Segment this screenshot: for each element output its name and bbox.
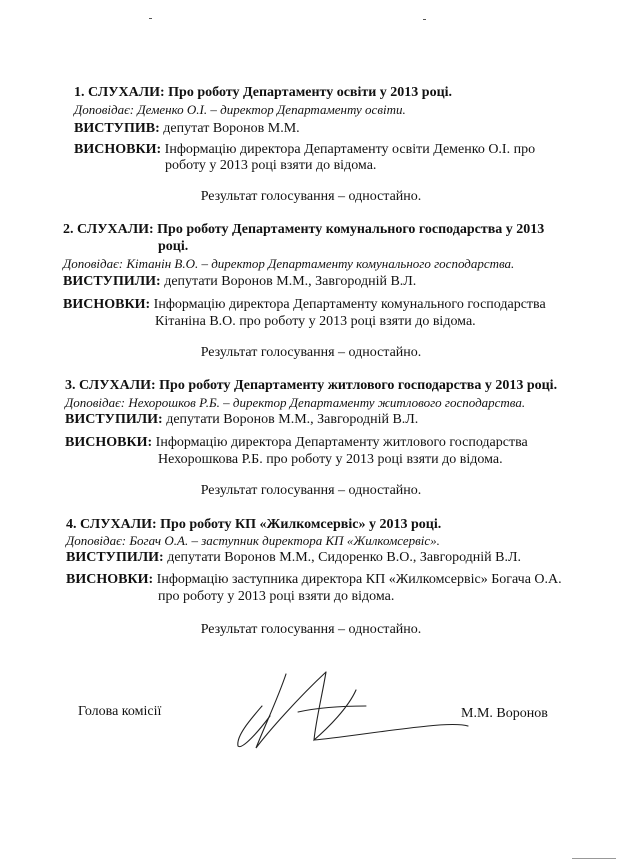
spoke-text: депутат Воронов М.М.: [159, 121, 300, 136]
item-3-conclusions: [65, 435, 528, 451]
heard-label: 2. СЛУХАЛИ:: [63, 222, 154, 237]
conclusions-label: ВИСНОВКИ:: [63, 297, 151, 312]
spoke-text: депутати Воронов М.М., Сидоренко В.О., Завгородній В.Л.: [163, 550, 521, 565]
item-2-heard: [63, 222, 544, 238]
spoke-label: ВИСТУПИЛИ:: [66, 550, 164, 565]
item-4-vote: Результат голосування – одностайно.: [200, 622, 422, 637]
item-4-conclusions-cont: про роботу у 2013 році взяти до відома.: [158, 589, 395, 604]
heard-topic: Про роботу Департаменту житлового господарства у 2013 році.: [155, 378, 558, 393]
spoke-label: ВИСТУПИВ:: [74, 121, 160, 136]
item-2-conclusions: [63, 297, 546, 313]
item-3-spoke: [65, 412, 418, 428]
conclusions-label: ВИСНОВКИ:: [65, 435, 153, 450]
item-3-vote: Результат голосування – одностайно.: [200, 483, 422, 498]
scan-speck: [149, 18, 152, 19]
item-1-vote: Результат голосування – одностайно.: [200, 189, 422, 204]
item-4-speaker: Доповідає: Богач О.А. – заступник директора КП «Жилкомсервіс».: [66, 533, 440, 548]
spoke-text: депутати Воронов М.М., Завгородній В.Л.: [160, 274, 417, 289]
heard-label: 1. СЛУХАЛИ:: [74, 85, 165, 100]
chair-name: М.М. Воронов: [461, 706, 548, 721]
spoke-label: ВИСТУПИЛИ:: [63, 274, 161, 289]
conclusions-text: Інформацію директора Департаменту освіти Деменко О.І. про: [161, 142, 536, 157]
item-1-conclusions: [74, 142, 535, 158]
item-4-heard: [66, 517, 441, 533]
item-4-conclusions: [66, 572, 562, 588]
spoke-text: депутати Воронов М.М., Завгородній В.Л.: [162, 412, 419, 427]
signature: [228, 668, 478, 754]
item-2-heard-cont: році.: [158, 239, 189, 254]
item-2-speaker: Доповідає: Кітанін В.О. – директор Департаменту комунального господарства.: [63, 256, 515, 271]
heard-label: 3. СЛУХАЛИ:: [65, 378, 156, 393]
scan-speck: [423, 19, 426, 20]
item-3-conclusions-cont: Нехорошкова Р.Б. про роботу у 2013 році взяти до відома.: [158, 452, 503, 467]
item-1-spoke: [74, 121, 300, 137]
item-2-conclusions-cont: Кітаніна В.О. про роботу у 2013 році взяти до відома.: [155, 314, 476, 329]
item-2-vote: Результат голосування – одностайно.: [200, 345, 422, 360]
item-2-spoke: [63, 274, 416, 290]
conclusions-text: Інформацію заступника директора КП «Жилкомсервіс» Богача О.А.: [153, 572, 562, 587]
page-edge-mark: [572, 858, 616, 859]
conclusions-label: ВИСНОВКИ:: [66, 572, 154, 587]
item-1-conclusions-cont: роботу у 2013 році взяти до відома.: [165, 158, 377, 173]
heard-label: 4. СЛУХАЛИ:: [66, 517, 157, 532]
item-1-speaker: Доповідає: Деменко О.І. – директор Департаменту освіти.: [74, 102, 406, 117]
conclusions-label: ВИСНОВКИ:: [74, 142, 162, 157]
item-4-spoke: [66, 550, 521, 566]
spoke-label: ВИСТУПИЛИ:: [65, 412, 163, 427]
item-3-heard: [65, 378, 557, 394]
conclusions-text: Інформацію директора Департаменту комунального господарства: [150, 297, 546, 312]
item-3-speaker: Доповідає: Нехорошков Р.Б. – директор Департаменту житлового господарства.: [65, 395, 526, 410]
heard-topic: Про роботу Департаменту комунального господарства у 2013: [153, 222, 545, 237]
chair-label: Голова комісії: [78, 704, 162, 719]
heard-topic: Про роботу Департаменту освіти у 2013 році.: [164, 85, 453, 100]
conclusions-text: Інформацію директора Департаменту житлового господарства: [152, 435, 528, 450]
item-1-heard: [74, 85, 452, 101]
heard-topic: Про роботу КП «Жилкомсервіс» у 2013 році.: [156, 517, 442, 532]
